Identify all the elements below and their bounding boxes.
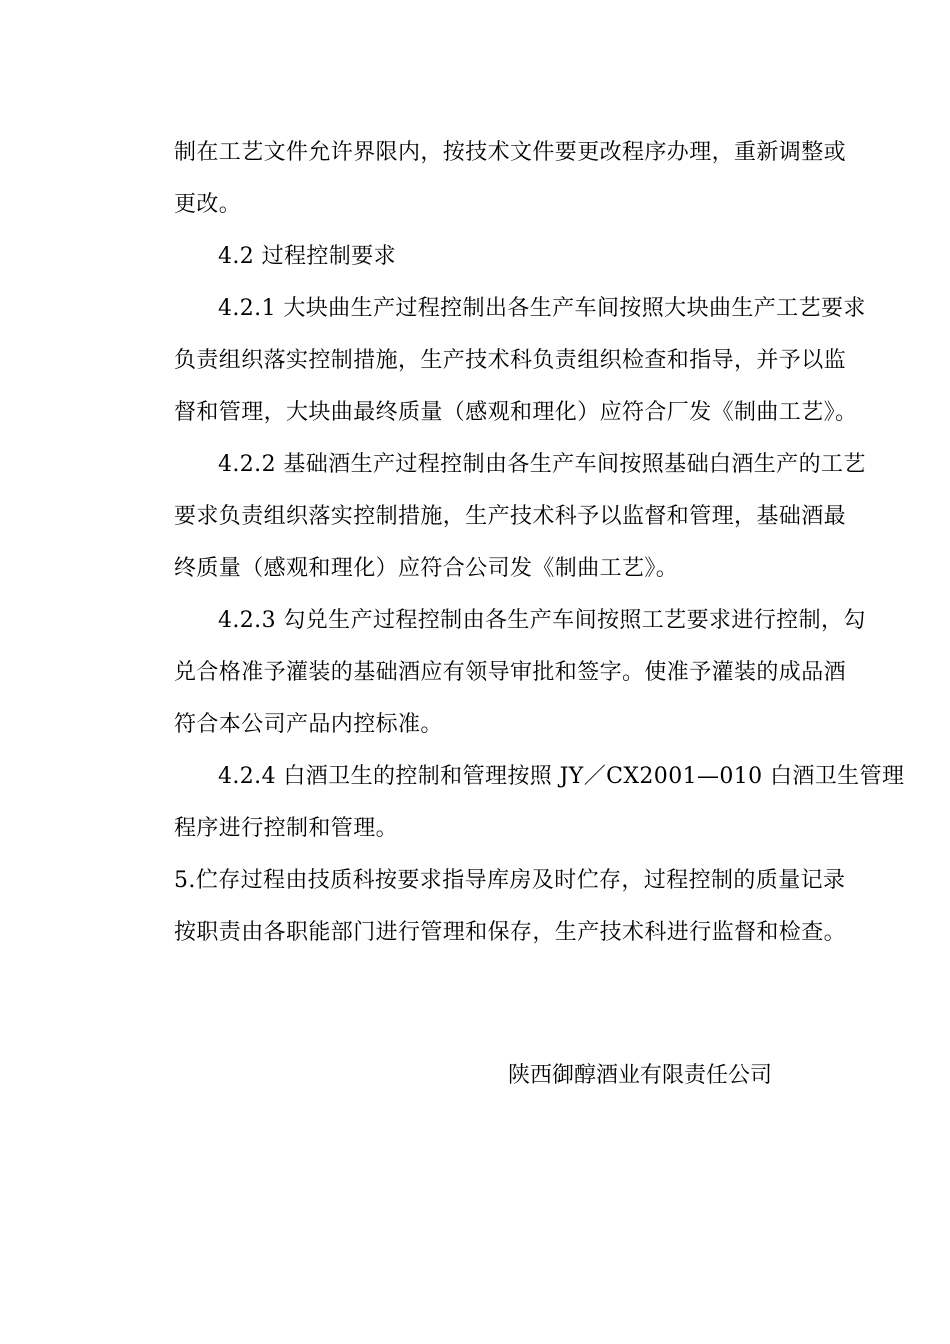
paragraph-line: 程序进行控制和管理。 — [174, 816, 399, 841]
section-heading: 4.2 过程控制要求 — [218, 244, 396, 269]
paragraph-line: 兑合格准予灌装的基础酒应有领导审批和签字。使准予灌装的成品酒 — [174, 660, 847, 685]
paragraph-line: 督和管理，大块曲最终质量（感观和理化）应符合厂发《制曲工艺》。 — [174, 400, 858, 425]
paragraph-line: 负责组织落实控制措施，生产技术科负责组织检查和指导，并予以监 — [174, 348, 847, 373]
paragraph-line: 5.伫存过程由技质科按要求指导库房及时伫存，过程控制的质量记录 — [174, 868, 846, 893]
paragraph-line: 终质量（感观和理化）应符合公司发《制曲工艺》。 — [174, 556, 679, 581]
paragraph-line: 制在工艺文件允许界限内，按技术文件要更改程序办理，重新调整或 — [174, 140, 847, 165]
paragraph-line: 按职责由各职能部门进行管理和保存，生产技术科进行监督和检查。 — [174, 920, 847, 945]
paragraph-line: 要求负责组织落实控制措施，生产技术科予以监督和管理，基础酒最 — [174, 504, 847, 529]
document-body — [174, 127, 905, 959]
paragraph-line: 4.2.2 基础酒生产过程控制由各生产车间按照基础白酒生产的工艺 — [218, 452, 866, 477]
paragraph-line: 更改。 — [174, 192, 242, 217]
paragraph-line: 符合本公司产品内控标准。 — [174, 712, 443, 737]
paragraph-line: 4.2.3 勾兑生产过程控制由各生产车间按照工艺要求进行控制，勾 — [218, 608, 866, 633]
paragraph-line: 4.2.1 大块曲生产过程控制出各生产车间按照大块曲生产工艺要求 — [218, 296, 866, 321]
paragraph-line: 4.2.4 白酒卫生的控制和管理按照 JY／CX2001—010 白酒卫生管理 — [218, 764, 905, 789]
company-signature: 陕西御醇酒业有限责任公司 — [508, 1063, 773, 1088]
